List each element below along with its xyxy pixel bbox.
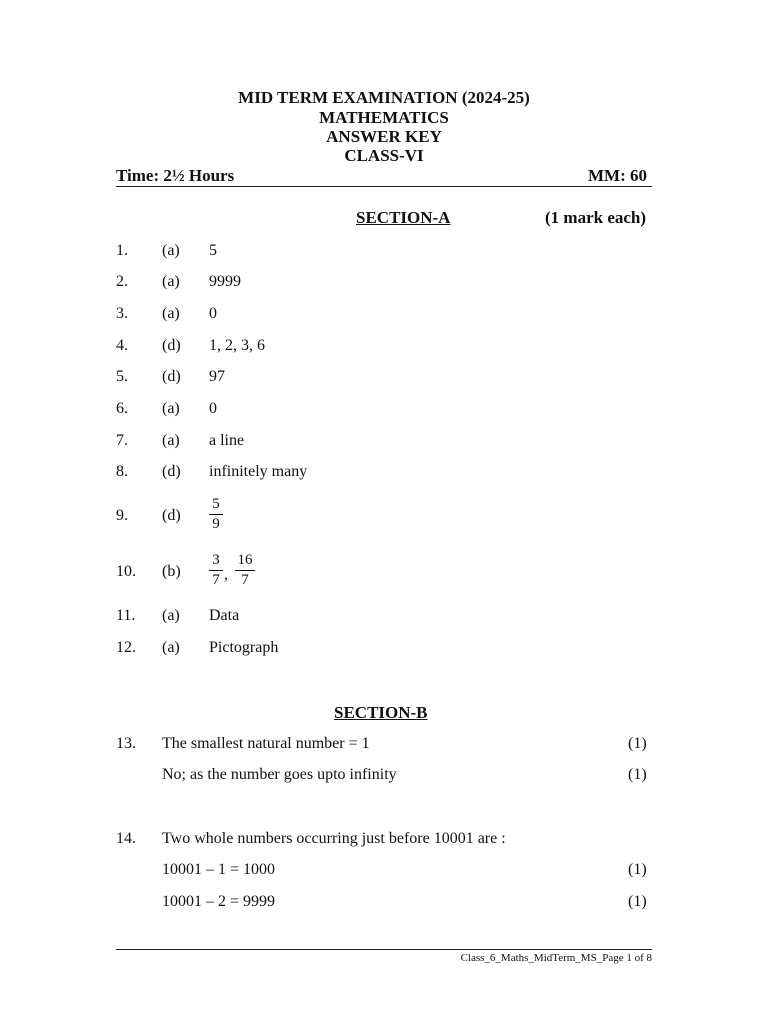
time-label: Time: 2½ Hours <box>116 166 235 185</box>
answer-value: 97 <box>209 368 225 385</box>
answer-line: 10001 – 2 = 9999 <box>162 893 276 910</box>
answer-option: (d) <box>162 337 181 354</box>
answer-value: Data <box>209 607 240 624</box>
answer-value: 9999 <box>209 273 241 290</box>
mark-value: (1) <box>628 861 647 878</box>
fraction-denominator: 7 <box>212 572 220 588</box>
answer-value: a line <box>209 432 245 449</box>
answer-key-title: ANSWER KEY <box>326 127 442 146</box>
question-number: 6. <box>116 400 128 417</box>
mark-value: (1) <box>628 766 647 783</box>
answer-option: (a) <box>162 273 180 290</box>
answer-option: (a) <box>162 639 180 656</box>
fraction-numerator: 16 <box>237 552 253 568</box>
answer-option: (a) <box>162 242 180 259</box>
question-number: 14. <box>116 830 136 847</box>
answer-line: 10001 – 1 = 1000 <box>162 861 276 878</box>
answer-value: 0 <box>209 305 217 322</box>
question-number: 7. <box>116 432 128 449</box>
page-footer: Class_6_Maths_MidTerm_MS_Page 1 of 8 <box>460 952 652 964</box>
mark-value: (1) <box>628 893 647 910</box>
fraction-denominator: 7 <box>241 572 249 588</box>
class-title: CLASS-VI <box>344 146 424 165</box>
section-b-title: SECTION-B <box>334 703 428 722</box>
answer-value: 1, 2, 3, 6 <box>209 337 265 354</box>
question-number: 11. <box>116 607 136 624</box>
answer-line: Two whole numbers occurring just before 10001 are : <box>162 830 506 847</box>
answer-value: 5 <box>209 242 217 259</box>
question-number: 4. <box>116 337 128 354</box>
answer-option: (d) <box>162 507 181 524</box>
fraction-answer <box>208 495 224 534</box>
fraction-separator: , <box>224 566 228 583</box>
mark-value: (1) <box>628 735 647 752</box>
question-number: 8. <box>116 463 128 480</box>
exam-title: MID TERM EXAMINATION (2024-25) <box>238 88 530 107</box>
answer-value: 0 <box>209 400 217 417</box>
answer-option: (a) <box>162 432 180 449</box>
question-number: 10. <box>116 563 136 580</box>
fraction-numerator: 3 <box>212 552 220 568</box>
question-number: 5. <box>116 368 128 385</box>
header-rule <box>116 186 652 187</box>
question-number: 2. <box>116 273 128 290</box>
footer-rule <box>116 949 652 950</box>
answer-line: The smallest natural number = 1 <box>162 735 370 752</box>
question-number: 3. <box>116 305 128 322</box>
answer-option: (d) <box>162 368 181 385</box>
fraction-answer <box>208 551 224 590</box>
answer-option: (a) <box>162 400 180 417</box>
answer-value: Pictograph <box>209 639 279 656</box>
fraction-answer <box>234 551 256 590</box>
fraction-denominator: 9 <box>212 516 220 532</box>
answer-value: infinitely many <box>209 463 308 480</box>
question-number: 13. <box>116 735 136 752</box>
max-marks-label: MM: 60 <box>588 166 648 185</box>
subject-title: MATHEMATICS <box>319 108 449 127</box>
fraction-numerator: 5 <box>212 496 220 512</box>
section-a-note: (1 mark each) <box>545 208 647 227</box>
question-number: 9. <box>116 507 128 524</box>
answer-option: (b) <box>162 563 181 580</box>
question-number: 1. <box>116 242 128 259</box>
question-number: 12. <box>116 639 136 656</box>
answer-line: No; as the number goes upto infinity <box>162 766 397 783</box>
answer-option: (a) <box>162 305 180 322</box>
section-a-title: SECTION-A <box>356 208 451 227</box>
answer-option: (d) <box>162 463 181 480</box>
answer-option: (a) <box>162 607 180 624</box>
